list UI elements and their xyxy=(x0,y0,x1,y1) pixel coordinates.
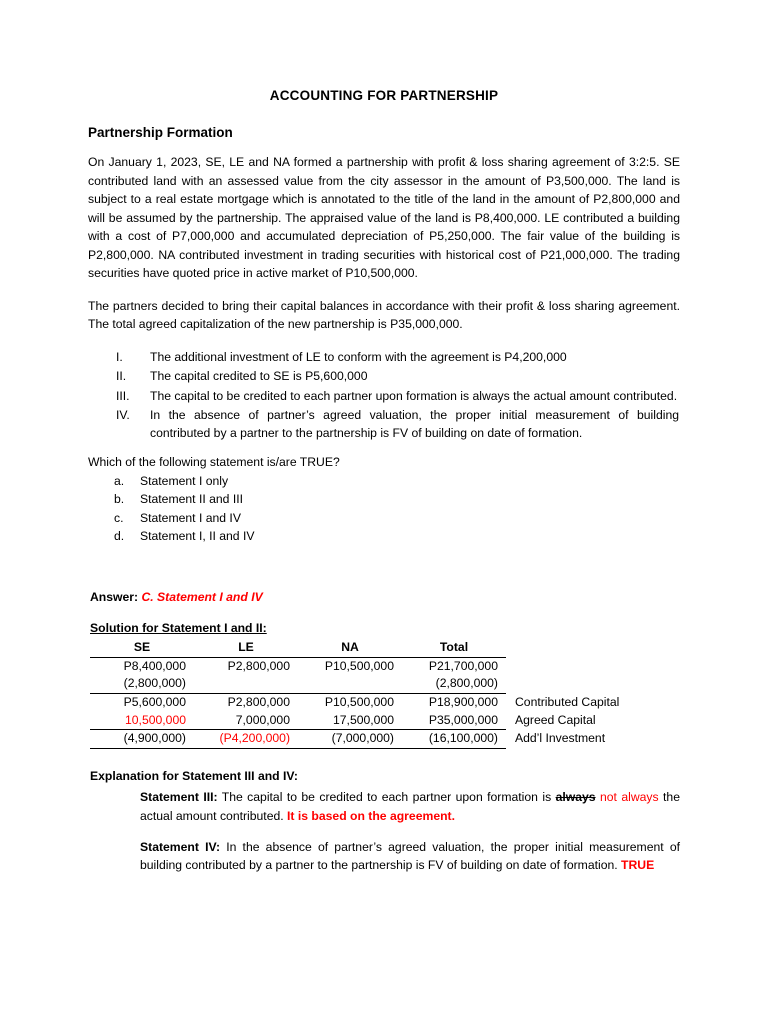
choice-letter: d. xyxy=(114,529,125,544)
answer-value: C. Statement I and IV xyxy=(141,589,263,604)
statement-iii-struck-word: always xyxy=(555,790,596,805)
table-row xyxy=(90,675,627,693)
cell-le: P2,800,000 xyxy=(227,694,290,709)
cell-se: P8,400,000 xyxy=(123,658,186,673)
statement-numeral: III. xyxy=(116,388,130,403)
statement-iii-part-1: The capital to be credited to each partner upon formation is xyxy=(217,790,556,805)
statement-iv-part-1: In the absence of partner’s agreed valuation, the proper initial measurement of building contributed by a partner to the partnership is FV of building on date of formation. xyxy=(140,839,680,873)
cell-total: P21,700,000 xyxy=(428,658,498,673)
cell-total: (2,800,000) xyxy=(402,675,506,693)
statement-iv-emphasis: TRUE xyxy=(621,858,655,873)
choice-a[interactable] xyxy=(88,472,680,491)
cell-se: P5,600,000 xyxy=(123,694,186,709)
cell-se: (4,900,000) xyxy=(90,730,194,749)
table-row xyxy=(90,657,627,675)
choice-letter: c. xyxy=(114,510,124,525)
choice-d[interactable] xyxy=(88,527,680,546)
column-header-le: LE xyxy=(194,639,298,657)
statement-text: The additional investment of LE to conform with the agreement is P4,200,000 xyxy=(150,349,567,364)
statement-item xyxy=(88,348,680,366)
cell-total: P18,900,000 xyxy=(428,694,498,709)
choice-text: Statement I, II and IV xyxy=(140,529,255,544)
solution-table xyxy=(90,639,627,749)
row-label: Agreed Capital xyxy=(515,712,596,727)
cell-na xyxy=(298,675,402,693)
table-row xyxy=(90,712,627,730)
choice-b[interactable] xyxy=(88,490,680,509)
cell-le xyxy=(194,675,298,693)
section-heading: Partnership Formation xyxy=(88,125,233,140)
statement-iii-part-2: the actual amount contributed. xyxy=(140,790,680,823)
cell-total: (16,100,000) xyxy=(402,730,506,749)
answer-line xyxy=(90,590,680,604)
explanation-heading: Explanation for Statement III and IV: xyxy=(90,769,298,784)
cell-na: P10,500,000 xyxy=(324,694,394,709)
choice-c[interactable] xyxy=(88,509,680,528)
column-header-spacer xyxy=(506,639,627,657)
row-label: Add’l Investment xyxy=(515,731,606,746)
solution-block xyxy=(88,604,680,749)
choice-text: Statement I only xyxy=(140,473,229,488)
cell-na: 17,500,000 xyxy=(298,712,402,730)
choice-text: Statement I and IV xyxy=(140,510,241,525)
choice-text: Statement II and III xyxy=(140,492,243,507)
statement-text: In the absence of partner’s agreed valuation, the proper initial measurement of building contributed by a partner to the partnership is FV of building on date of formation. xyxy=(150,407,679,441)
solution-heading: Solution for Statement I and II: xyxy=(90,620,267,635)
cell-se: (2,800,000) xyxy=(90,675,194,693)
cell-total: P35,000,000 xyxy=(402,712,506,730)
statement-numeral: II. xyxy=(116,369,127,384)
cell-le: P2,800,000 xyxy=(227,658,290,673)
cell-se: 10,500,000 xyxy=(90,712,194,730)
column-header-na: NA xyxy=(298,639,402,657)
statement-text: The capital to be credited to each partner upon formation is always the actual amount contributed. xyxy=(150,388,678,403)
table-header-row xyxy=(90,639,627,657)
statement-item xyxy=(88,406,680,443)
answer-choices xyxy=(88,472,680,546)
statement-item xyxy=(88,367,680,385)
statement-item xyxy=(88,387,680,405)
column-header-se: SE xyxy=(90,639,194,657)
choice-letter: b. xyxy=(114,492,125,507)
statement-numeral: IV. xyxy=(116,407,130,422)
choice-letter: a. xyxy=(114,473,125,488)
row-label xyxy=(506,657,627,675)
cell-na: (7,000,000) xyxy=(298,730,402,749)
table-row xyxy=(90,730,627,749)
problem-paragraph-1: On January 1, 2023, SE, LE and NA formed a partnership with profit & loss sharing agreement of 3:2:5. SE contributed land with an assessed value from the city assessor in the amount of P3,500,000. The land is subject to a real estate mortgage which is annotated to the title of the land in the amount of P2,800,000 and will be assumed by the partnership. The appraised value of the land is P8,400,000. LE contributed a building with a cost of P7,000,000 and accumulated depreciation of P5,250,000. The fair value of the building is P2,800,000. NA contributed investment in trading securities with historical cost of P21,000,000. The trading securities have quoted price in active market of P10,500,000. xyxy=(88,155,680,281)
table-row xyxy=(90,693,627,711)
statement-iii-correction: not always xyxy=(600,790,659,805)
statement-iii-emphasis: It is based on the agreement. xyxy=(287,808,455,823)
cell-le: 7,000,000 xyxy=(194,712,298,730)
question-prompt: Which of the following statement is/are TRUE? xyxy=(88,455,340,470)
statement-numeral: I. xyxy=(116,349,123,364)
row-label xyxy=(506,675,627,693)
cell-na: P10,500,000 xyxy=(324,658,394,673)
statement-iv-lead: Statement IV: xyxy=(140,839,221,854)
problem-paragraph-2: The partners decided to bring their capital balances in accordance with their profit & loss sharing agreement. The total agreed capitalization of the new partnership is P35,000,000. xyxy=(88,298,680,332)
statements-list xyxy=(88,348,680,442)
column-header-total: Total xyxy=(402,639,506,657)
statement-iii-lead: Statement III: xyxy=(140,790,218,805)
cell-le: (P4,200,000) xyxy=(194,730,298,749)
document-title: ACCOUNTING FOR PARTNERSHIP xyxy=(269,88,499,103)
row-label: Contributed Capital xyxy=(515,694,620,709)
explanation-statement-iii xyxy=(140,788,680,826)
explanation-statement-iv xyxy=(140,838,680,876)
answer-label: Answer: xyxy=(90,589,139,604)
statement-text: The capital credited to SE is P5,600,000 xyxy=(150,369,368,384)
